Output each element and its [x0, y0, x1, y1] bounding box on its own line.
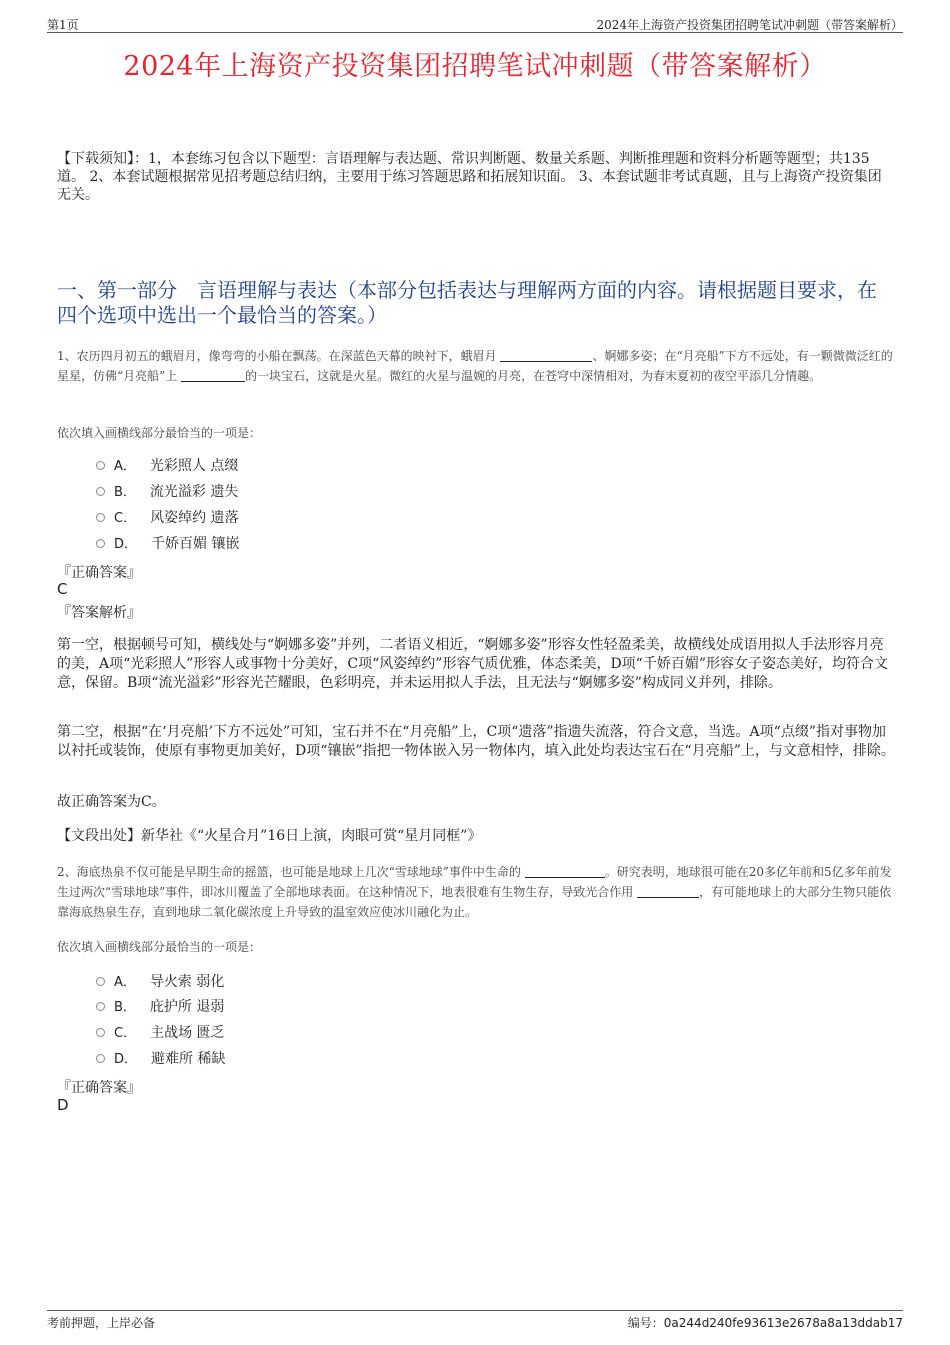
- answer-blank: [500, 361, 592, 362]
- radio-icon[interactable]: [96, 539, 105, 548]
- radio-icon[interactable]: [96, 977, 105, 986]
- correct-answer: C: [57, 580, 68, 598]
- question-1-instruction: 依次填入画横线部分最恰当的一项是：: [57, 426, 262, 440]
- radio-icon[interactable]: [96, 1054, 105, 1063]
- answer-blank: [525, 877, 605, 878]
- footer-slogan: 考前押题，上岸必备: [47, 1316, 156, 1330]
- option-d[interactable]: D． 千娇百媚 镶嵌: [96, 534, 239, 554]
- document-code: 编号：0a244d240fe93613e2678a8a13ddab17: [627, 1316, 903, 1330]
- option-c[interactable]: C． 主战场 匮乏: [96, 1023, 225, 1043]
- page-title: 2024年上海资产投资集团招聘笔试冲刺题（带答案解析）: [123, 51, 827, 82]
- question-2-instruction: 依次填入画横线部分最恰当的一项是：: [57, 940, 262, 954]
- option-c[interactable]: C． 风姿绰约 遗落: [96, 508, 239, 528]
- question-1-stem: 1、农历四月初五的蛾眉月，像弯弯的小船在飘荡。在深蓝色天幕的映衬下，蛾眉月 、婀娜多姿；在“月亮船”下方不远处，有一颗微微泛红的星星，仿佛“月亮船”上 的一块宝石，这就是火星。微红的火星与温婉的月亮，在苍穹中深情相对，为春末夏初的夜空平添几分情趣。: [57, 349, 893, 383]
- correct-answer: D: [57, 1096, 69, 1114]
- radio-icon[interactable]: [96, 1002, 105, 1011]
- source-citation: 【文段出处】新华社《“火星合月”16日上演，肉眼可赏“星月同框”》: [57, 828, 482, 844]
- radio-icon[interactable]: [96, 513, 105, 522]
- analysis-conclusion: 故正确答案为C。: [57, 794, 166, 810]
- option-a[interactable]: A． 光彩照人 点缀: [96, 456, 238, 476]
- section-heading: 一、第一部分 言语理解与表达（本部分包括表达与理解两方面的内容。请根据题目要求，在四个选项中选出一个最恰当的答案。）: [57, 278, 877, 327]
- answer-blank: [181, 381, 245, 382]
- analysis-paragraph: 第一空，根据顿号可知，横线处与“婀娜多姿”并列，二者语义相近，“婀娜多姿”形容女性轻盈柔美，故横线处成语用拟人手法形容月亮的美，A项“光彩照人”形容人或事物十分美好，C项“风姿绰约”形容气质优雅，体态柔美，D项“千娇百媚”形容女子姿态美好，均符合文意，保留。B项“流光溢彩”形容光芒耀眼，色彩明亮，并未运用拟人手法，且无法与“婀娜多姿”构成同义并列，排除。: [57, 637, 888, 691]
- page-number: 第1页: [47, 18, 79, 32]
- page-footer: [47, 1310, 903, 1330]
- question-2-stem: 2、海底热泉不仅可能是早期生命的摇篮，也可能是地球上几次“雪球地球”事件中生命的 。研究表明，地球很可能在20多亿年前和5亿多年前发生过两次“雪球地球”事件，即冰川覆盖了全部地球表面。在这种情况下，地表很难有生物生存，导致光合作用 ，有可能地球上的大部分生物只能依靠海底热泉生存，直到地球二氧化碳浓度上升导致的温室效应使冰川融化为止。: [57, 865, 892, 919]
- page-header: [47, 14, 903, 33]
- answer-blank: [637, 897, 699, 898]
- option-a[interactable]: A． 导火索 弱化: [96, 972, 224, 992]
- analysis-paragraph: 第二空，根据“在‘月亮船’下方不远处”可知，宝石并不在“月亮船”上，C项“遗落”指遗失流落，符合文意，当选。A项“点缀”指对事物加以衬托或装饰，使原有事物更加美好，D项“镶嵌”指把一物体嵌入另一物体内，填入此处均表达宝石在“月亮船”上，与文意相悖，排除。: [57, 724, 895, 759]
- option-d[interactable]: D． 避难所 稀缺: [96, 1049, 225, 1069]
- option-b[interactable]: B． 流光溢彩 遗失: [96, 482, 238, 502]
- option-b[interactable]: B． 庇护所 退弱: [96, 997, 224, 1017]
- analysis-label: 『答案解析』: [57, 605, 141, 621]
- answer-label: 『正确答案』: [57, 565, 141, 581]
- header-doc-title: 2024年上海资产投资集团招聘笔试冲刺题（带答案解析）: [596, 18, 903, 32]
- answer-label: 『正确答案』: [57, 1080, 141, 1096]
- radio-icon[interactable]: [96, 1028, 105, 1037]
- radio-icon[interactable]: [96, 461, 105, 470]
- radio-icon[interactable]: [96, 487, 105, 496]
- download-notice: 【下载须知】：1，本套练习包含以下题型：言语理解与表达题、常识判断题、数量关系题、判断推理题和资料分析题等题型；共135道。 2、本套试题根据常见招考题总结归纳，主要用于练习答题思路和拓展知识面。 3、本套试题非考试真题，且与上海资产投资集团无关。: [57, 151, 882, 203]
